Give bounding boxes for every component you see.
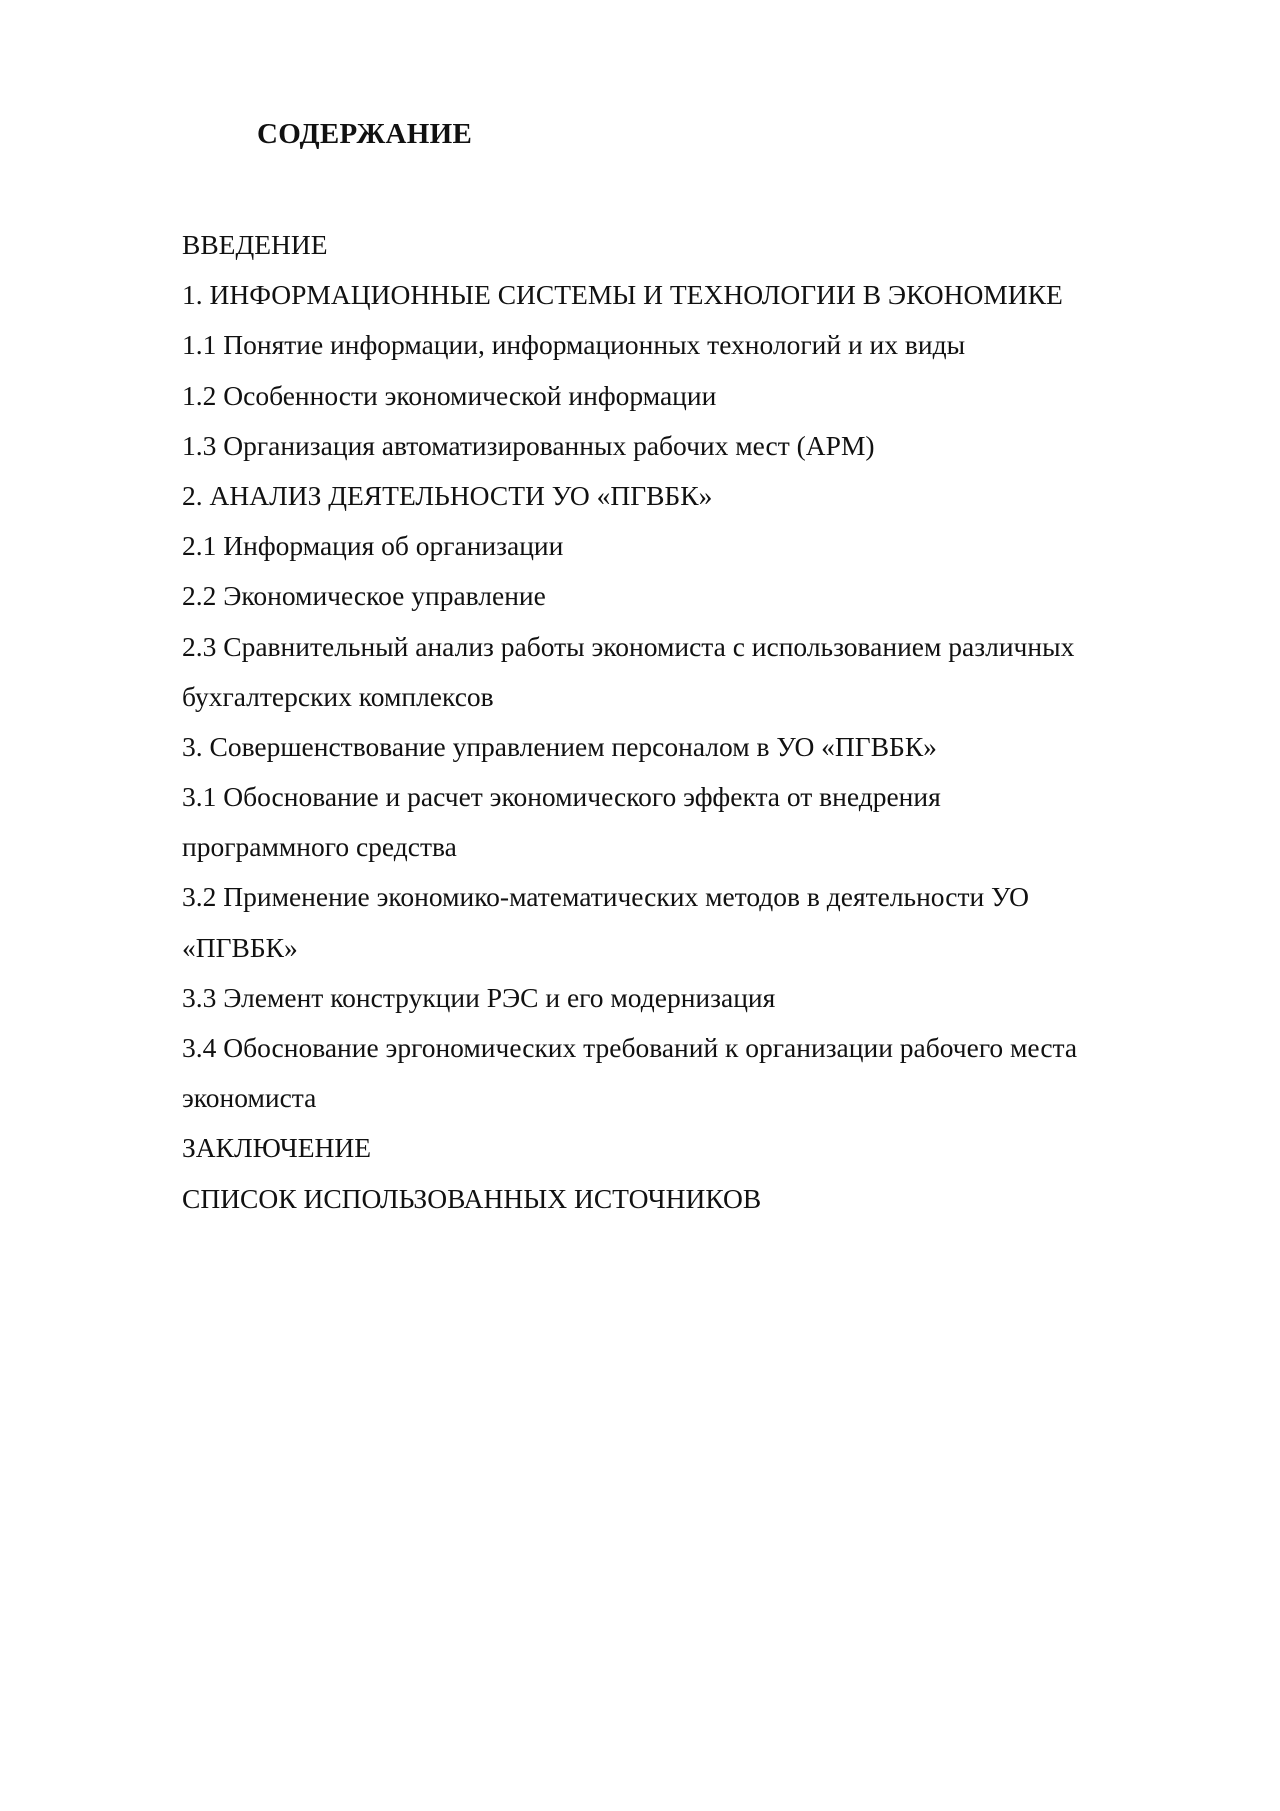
toc-line: 2. АНАЛИЗ ДЕЯТЕЛЬНОСТИ УО «ПГВБК» <box>182 479 713 511</box>
toc-line: 2.2 Экономическое управление <box>182 580 546 612</box>
toc-line: 2.1 Информация об организации <box>182 530 564 562</box>
table-of-contents <box>182 220 1172 1224</box>
page-title: СОДЕРЖАНИЕ <box>257 118 473 150</box>
toc-line: 3.2 Применение экономико-математических методов в деятельности УО <box>182 881 1030 913</box>
toc-line: 3.1 Обоснование и расчет экономического эффекта от внедрения <box>182 781 941 813</box>
toc-line: экономиста <box>182 1082 317 1114</box>
toc-line: бухгалтерских комплексов <box>182 680 494 712</box>
toc-line: СПИСОК ИСПОЛЬЗОВАННЫХ ИСТОЧНИКОВ <box>182 1182 762 1214</box>
toc-line: ЗАКЛЮЧЕНИЕ <box>182 1132 372 1164</box>
toc-line: «ПГВБК» <box>182 931 298 963</box>
toc-line: ВВЕДЕНИЕ <box>182 229 328 260</box>
toc-line: 3.4 Обоснование эргономических требований к организации рабочего места <box>182 1032 1078 1063</box>
toc-line: 1.1 Понятие информации, информационных технологий и их виды <box>182 329 966 361</box>
toc-line: программного средства <box>182 831 457 863</box>
toc-line: 3.3 Элемент конструкции РЭС и его модернизация <box>182 981 776 1013</box>
toc-line: 1.2 Особенности экономической информации <box>182 379 717 411</box>
toc-line: 2.3 Сравнительный анализ работы экономиста с использованием различных <box>182 630 1075 662</box>
toc-line: 1. ИНФОРМАЦИОННЫЕ СИСТЕМЫ И ТЕХНОЛОГИИ В ЭКОНОМИКЕ <box>182 279 1063 311</box>
toc-line: 1.3 Организация автоматизированных рабочих мест (АРМ) <box>182 429 875 461</box>
toc-line: 3. Совершенствование управлением персоналом в УО «ПГВБК» <box>182 730 937 762</box>
